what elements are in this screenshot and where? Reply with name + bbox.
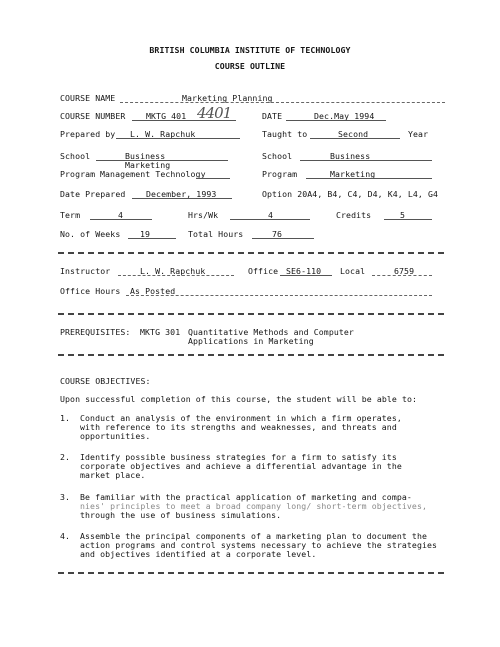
prerequisites-label: PREREQUISITES:	[60, 327, 131, 337]
date-prepared-underline	[132, 198, 232, 199]
taught-to-label: Taught to	[262, 129, 308, 139]
office-hours-label: Office Hours	[60, 286, 121, 296]
date-value: Dec.May 1994	[314, 111, 375, 121]
prerequisites-course: MKTG 301	[140, 327, 181, 337]
objective-line3: market place.	[80, 470, 146, 480]
divider-4	[58, 572, 444, 574]
handwritten-course-number: 4401	[197, 104, 232, 122]
instructor-label: Instructor	[60, 266, 111, 276]
objective-line2: nies' principles to meet a broad company long/ short-term objectives,	[80, 501, 428, 511]
hrs-underline	[230, 219, 310, 220]
term-underline	[90, 219, 152, 220]
weeks-underline	[128, 238, 176, 239]
school-right-underline	[300, 160, 432, 161]
local-underline	[372, 275, 432, 276]
objective-line1: Identify possible business strategies for a firm to satisfy its	[80, 452, 397, 462]
institute-name: BRITISH COLUMBIA INSTITUTE OF TECHNOLOGY	[149, 45, 351, 55]
school-left-label: School	[60, 151, 91, 161]
office-underline	[280, 275, 332, 276]
office-hours-underline	[126, 295, 432, 296]
prepared-by-label: Prepared by	[60, 129, 116, 139]
course-number-value: MKTG 401	[146, 111, 187, 121]
document-title: COURSE OUTLINE	[214, 61, 286, 71]
term-value: 4	[118, 210, 124, 220]
divider-2	[58, 313, 444, 315]
objective-line2: corporate objectives and achieve a differential advantage in the	[80, 461, 402, 471]
course-name-label: COURSE NAME	[60, 93, 116, 103]
objective-line1: Assemble the principal components of a marketing plan to document the	[80, 531, 428, 541]
prerequisites-line1: Quantitative Methods and Computer	[188, 327, 354, 337]
program-left-value-2: Management Technology	[100, 169, 206, 179]
hrs-value: 4	[268, 210, 274, 220]
divider-3	[58, 354, 444, 356]
program-left-underline	[196, 178, 230, 179]
credits-label: Credits	[336, 210, 372, 220]
objective-number: 1.	[60, 413, 71, 423]
objective-line1: Be familiar with the practical application of marketing and compa-	[80, 492, 412, 502]
taught-to-underline	[310, 138, 400, 139]
weeks-value: 19	[140, 229, 151, 239]
objective-line1: Conduct an analysis of the environment in which a firm operates,	[80, 413, 402, 423]
office-value: SE6-110	[286, 266, 322, 276]
school-right-value: Business	[330, 151, 371, 161]
total-hours-underline	[252, 238, 314, 239]
prerequisites-line2: Applications in Marketing	[188, 336, 314, 346]
office-hours-value: As Posted	[130, 286, 176, 296]
course-name-underline	[120, 102, 445, 103]
date-prepared-value: December, 1993	[146, 189, 217, 199]
objective-line2: action programs and control systems necessary to achieve the strategies	[80, 540, 438, 550]
date-prepared-label: Date Prepared	[60, 189, 126, 199]
local-value: 6759	[394, 266, 415, 276]
option-text: Option 20A4, B4, C4, D4, K4, L4, G4	[262, 189, 439, 199]
objective-number: 4.	[60, 531, 71, 541]
divider-1	[58, 252, 444, 254]
objective-number: 2.	[60, 452, 71, 462]
prepared-by-underline	[116, 138, 240, 139]
total-hours-value: 76	[272, 229, 283, 239]
year-label: Year	[408, 129, 429, 139]
objective-line3: and objectives identified at a corporate level.	[80, 549, 317, 559]
date-underline	[286, 120, 386, 121]
objective-number: 3.	[60, 492, 71, 502]
taught-to-value: Second	[338, 129, 369, 139]
program-left-label: Program	[60, 169, 96, 179]
objective-line3: through the use of business simulations.	[80, 510, 282, 520]
school-right-label: School	[262, 151, 293, 161]
total-hours-label: Total Hours	[188, 229, 244, 239]
office-label: Office	[248, 266, 279, 276]
credits-value: 5	[400, 210, 406, 220]
local-label: Local	[340, 266, 366, 276]
instructor-name: L. W. Rapchuk	[140, 266, 206, 276]
objective-line3: opportunities.	[80, 431, 151, 441]
objectives-heading: COURSE OBJECTIVES:	[60, 376, 151, 386]
hrs-label: Hrs/Wk	[188, 210, 219, 220]
program-right-value: Marketing	[330, 169, 376, 179]
objective-line2: with reference to its strengths and weaknesses, and threats and	[80, 422, 397, 432]
program-right-underline	[306, 178, 432, 179]
instructor-underline	[118, 275, 234, 276]
term-label: Term	[60, 210, 81, 220]
program-left-value-1: Marketing	[125, 160, 171, 170]
objectives-intro: Upon successful completion of this course, the student will be able to:	[60, 394, 418, 404]
course-name-value: Marketing Planning	[182, 93, 273, 103]
prepared-by-value: L. W. Rapchuk	[130, 129, 196, 139]
school-left-value: Business	[125, 151, 166, 161]
credits-underline	[384, 219, 432, 220]
course-number-label: COURSE NUMBER	[60, 111, 126, 121]
program-right-label: Program	[262, 169, 298, 179]
weeks-label: No. of Weeks	[60, 229, 121, 239]
date-label: DATE	[262, 111, 283, 121]
